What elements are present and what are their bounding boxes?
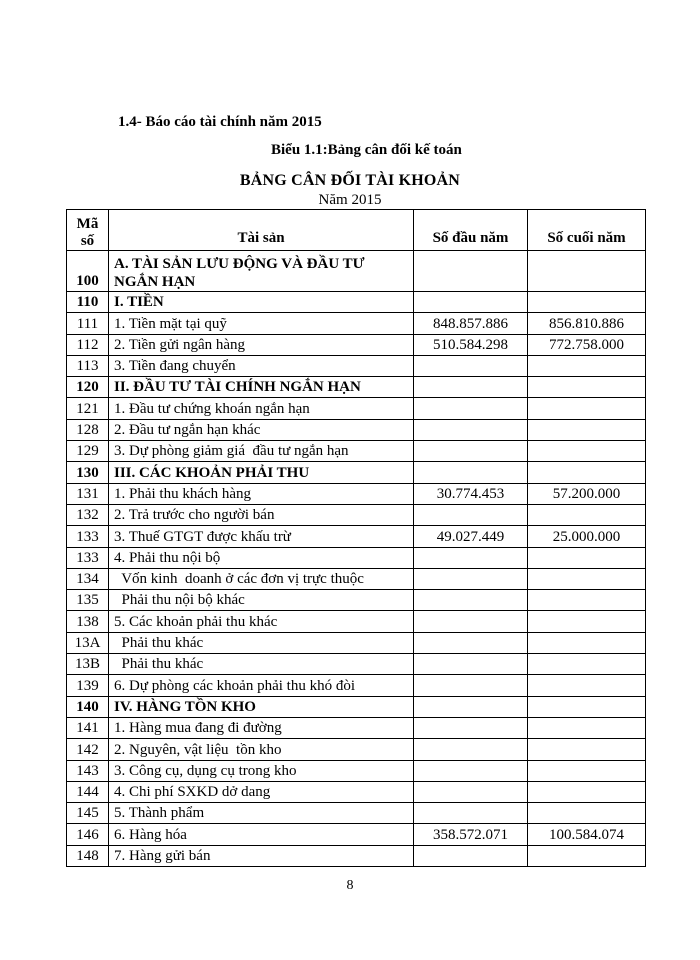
row-start-value xyxy=(414,590,528,611)
row-end-value xyxy=(528,760,646,781)
row-name: 5. Các khoản phải thu khác xyxy=(109,611,414,632)
row-name: 1. Tiền mặt tại quỹ xyxy=(109,313,414,334)
row-code: 131 xyxy=(67,483,109,504)
row-start-value xyxy=(414,377,528,398)
row-end-value xyxy=(528,739,646,760)
row-code: 138 xyxy=(67,611,109,632)
row-start-value: 49.027.449 xyxy=(414,526,528,547)
table-row xyxy=(67,419,646,440)
row-code: 145 xyxy=(67,803,109,824)
row-code: 129 xyxy=(67,441,109,462)
row-start-value xyxy=(414,547,528,568)
row-name: 4. Chi phí SXKD dở dang xyxy=(109,781,414,802)
row-name: Phải thu nội bộ khác xyxy=(109,590,414,611)
table-row xyxy=(67,334,646,355)
row-name: IV. HÀNG TỒN KHO xyxy=(109,696,414,717)
row-start-value xyxy=(414,292,528,313)
row-name: II. ĐẦU TƯ TÀI CHÍNH NGẮN HẠN xyxy=(109,377,414,398)
row-end-value xyxy=(528,590,646,611)
row-name: 1. Hàng mua đang đi đường xyxy=(109,717,414,738)
row-code: 135 xyxy=(67,590,109,611)
row-end-value xyxy=(528,803,646,824)
row-start-value xyxy=(414,251,528,292)
row-end-value: 100.584.074 xyxy=(528,824,646,845)
row-name: 3. Công cụ, dụng cụ trong kho xyxy=(109,760,414,781)
row-name: III. CÁC KHOẢN PHẢI THU xyxy=(109,462,414,483)
table-row xyxy=(67,398,646,419)
table-row xyxy=(67,803,646,824)
row-end-value xyxy=(528,675,646,696)
table-row xyxy=(67,760,646,781)
table-header-row xyxy=(67,210,646,251)
table-row xyxy=(67,377,646,398)
table-row xyxy=(67,654,646,675)
row-end-value xyxy=(528,251,646,292)
row-code: 133 xyxy=(67,547,109,568)
row-code: 144 xyxy=(67,781,109,802)
row-code: 146 xyxy=(67,824,109,845)
row-start-value xyxy=(414,355,528,376)
row-end-value xyxy=(528,781,646,802)
table-row xyxy=(67,462,646,483)
row-end-value: 772.758.000 xyxy=(528,334,646,355)
table-row xyxy=(67,441,646,462)
column-header-name: Tài sản xyxy=(109,210,414,251)
row-code: 110 xyxy=(67,292,109,313)
row-code: 112 xyxy=(67,334,109,355)
row-start-value xyxy=(414,803,528,824)
row-name: 3. Thuế GTGT được khấu trừ xyxy=(109,526,414,547)
row-start-value: 510.584.298 xyxy=(414,334,528,355)
table-row xyxy=(67,547,646,568)
row-name: I. TIỀN xyxy=(109,292,414,313)
row-start-value xyxy=(414,419,528,440)
table-row xyxy=(67,781,646,802)
row-name: 2. Nguyên, vật liệu tồn kho xyxy=(109,739,414,760)
table-row xyxy=(67,611,646,632)
row-name: 2. Tiền gửi ngân hàng xyxy=(109,334,414,355)
table-row xyxy=(67,739,646,760)
row-name: Vốn kinh doanh ở các đơn vị trực thuộc xyxy=(109,568,414,589)
row-name: Phải thu khác xyxy=(109,654,414,675)
row-start-value: 848.857.886 xyxy=(414,313,528,334)
table-row xyxy=(67,696,646,717)
row-end-value xyxy=(528,355,646,376)
row-start-value xyxy=(414,398,528,419)
table-caption: Biểu 1.1:Bảng cân đối kế toán xyxy=(271,142,462,158)
row-end-value xyxy=(528,462,646,483)
row-start-value xyxy=(414,611,528,632)
row-start-value xyxy=(414,568,528,589)
row-start-value xyxy=(414,781,528,802)
row-start-value xyxy=(414,696,528,717)
row-end-value xyxy=(528,504,646,525)
table-row xyxy=(67,313,646,334)
row-start-value xyxy=(414,462,528,483)
row-code: 120 xyxy=(67,377,109,398)
balance-sheet-table xyxy=(66,209,646,867)
row-code: 142 xyxy=(67,739,109,760)
section-title: 1.4- Báo cáo tài chính năm 2015 xyxy=(118,114,322,130)
row-code: 141 xyxy=(67,717,109,738)
row-name: Phải thu khác xyxy=(109,632,414,653)
row-end-value: 57.200.000 xyxy=(528,483,646,504)
table-row xyxy=(67,845,646,866)
row-end-value xyxy=(528,292,646,313)
column-header-start: Số đầu năm xyxy=(414,210,528,251)
row-end-value xyxy=(528,441,646,462)
row-code: 113 xyxy=(67,355,109,376)
row-name: 4. Phải thu nội bộ xyxy=(109,547,414,568)
row-code: 140 xyxy=(67,696,109,717)
table-row xyxy=(67,568,646,589)
table-row xyxy=(67,355,646,376)
row-start-value xyxy=(414,739,528,760)
row-start-value xyxy=(414,441,528,462)
row-code: 121 xyxy=(67,398,109,419)
row-end-value xyxy=(528,696,646,717)
row-code: 132 xyxy=(67,504,109,525)
row-name: 6. Hàng hóa xyxy=(109,824,414,845)
row-start-value xyxy=(414,632,528,653)
row-code: 133 xyxy=(67,526,109,547)
row-name: A. TÀI SẢN LƯU ĐỘNG VÀ ĐẦU TƯ NGẮN HẠN xyxy=(109,251,414,292)
row-code: 128 xyxy=(67,419,109,440)
row-start-value: 30.774.453 xyxy=(414,483,528,504)
table-row xyxy=(67,292,646,313)
table-row xyxy=(67,251,646,292)
table-row xyxy=(67,590,646,611)
row-start-value xyxy=(414,675,528,696)
table-row xyxy=(67,483,646,504)
row-name: 7. Hàng gửi bán xyxy=(109,845,414,866)
row-end-value xyxy=(528,611,646,632)
column-header-end: Số cuối năm xyxy=(528,210,646,251)
row-start-value xyxy=(414,845,528,866)
row-code: 148 xyxy=(67,845,109,866)
column-header-code xyxy=(67,210,109,251)
row-code: 130 xyxy=(67,462,109,483)
row-end-value xyxy=(528,398,646,419)
row-start-value xyxy=(414,654,528,675)
row-start-value xyxy=(414,504,528,525)
row-end-value: 856.810.886 xyxy=(528,313,646,334)
row-code: 139 xyxy=(67,675,109,696)
row-end-value xyxy=(528,717,646,738)
row-end-value xyxy=(528,419,646,440)
table-row xyxy=(67,526,646,547)
row-code: 100 xyxy=(67,251,109,292)
page-title: BẢNG CÂN ĐỐI TÀI KHOẢN xyxy=(239,172,461,189)
row-start-value xyxy=(414,717,528,738)
row-start-value xyxy=(414,760,528,781)
row-code: 111 xyxy=(67,313,109,334)
row-code: 143 xyxy=(67,760,109,781)
row-end-value xyxy=(528,845,646,866)
row-end-value: 25.000.000 xyxy=(528,526,646,547)
row-end-value xyxy=(528,632,646,653)
column-header-code-line1: Mã xyxy=(76,216,99,232)
column-header-code-line2: số xyxy=(80,233,95,249)
row-name: 6. Dự phòng các khoản phải thu khó đòi xyxy=(109,675,414,696)
row-start-value: 358.572.071 xyxy=(414,824,528,845)
row-name: 1. Phải thu khách hàng xyxy=(109,483,414,504)
row-end-value xyxy=(528,568,646,589)
page-number: 8 xyxy=(346,878,354,893)
row-code: 134 xyxy=(67,568,109,589)
report-year: Năm 2015 xyxy=(318,192,382,208)
row-name: 3. Dự phòng giảm giá đầu tư ngắn hạn xyxy=(109,441,414,462)
row-name: 1. Đầu tư chứng khoán ngắn hạn xyxy=(109,398,414,419)
row-end-value xyxy=(528,377,646,398)
table-row xyxy=(67,717,646,738)
row-name: 3. Tiền đang chuyển xyxy=(109,355,414,376)
row-end-value xyxy=(528,654,646,675)
row-name: 2. Đầu tư ngắn hạn khác xyxy=(109,419,414,440)
row-name: 5. Thành phẩm xyxy=(109,803,414,824)
table-row xyxy=(67,632,646,653)
table-body xyxy=(67,251,646,867)
table-row xyxy=(67,504,646,525)
row-code: 13B xyxy=(67,654,109,675)
row-code: 13A xyxy=(67,632,109,653)
table-row xyxy=(67,824,646,845)
table-row xyxy=(67,675,646,696)
row-end-value xyxy=(528,547,646,568)
row-name: 2. Trả trước cho người bán xyxy=(109,504,414,525)
